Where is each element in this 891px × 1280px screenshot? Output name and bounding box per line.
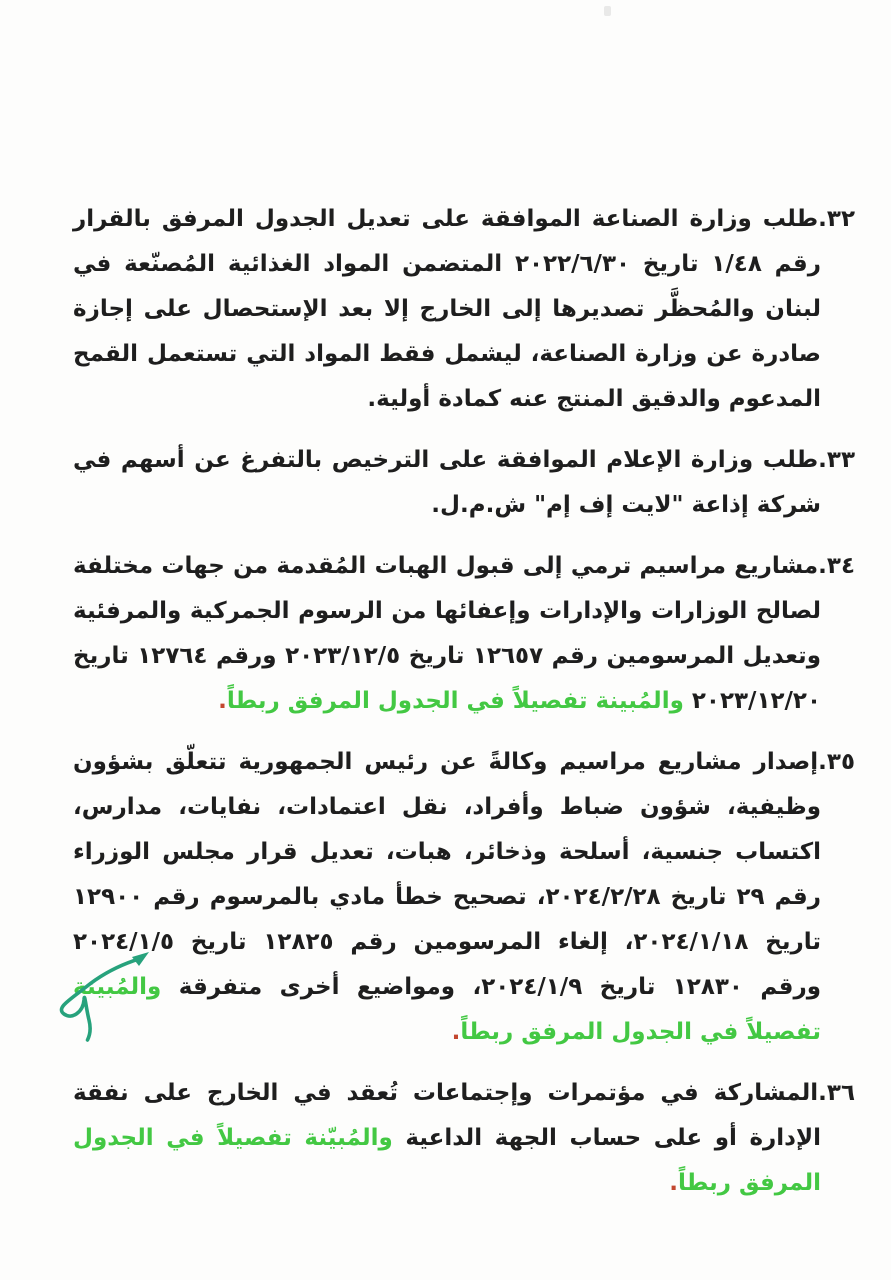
- scan-artifact: [604, 6, 611, 16]
- signature-mark: [50, 944, 162, 1044]
- list-item-33: [73, 438, 855, 528]
- signature-stroke: [61, 958, 142, 1040]
- item-period-red: .: [218, 688, 227, 714]
- item-period-red: .: [451, 1019, 461, 1045]
- item-number: ٣٦.: [818, 1080, 855, 1106]
- item-number: ٣٤.: [818, 553, 855, 579]
- list-item-34: [73, 544, 855, 724]
- signature-arrowhead: [132, 952, 149, 966]
- list-item-35: [73, 740, 855, 1055]
- item-number: ٣٢.: [818, 206, 855, 232]
- list-item-36: [73, 1071, 855, 1206]
- agenda-items-list: [73, 197, 855, 1222]
- list-item-32: [73, 197, 855, 422]
- item-text: المشاركة في مؤتمرات وإجتماعات تُعقد في الخارج على نفقة الإدارة أو على حساب الجهة الداعية: [73, 1080, 821, 1151]
- item-text: طلب وزارة الإعلام الموافقة على الترخيص بالتفرغ عن أسهم في شركة إذاعة "لايت إف إم" ش.م.ل.: [73, 447, 821, 518]
- item-highlight-green: والمُبينة تفصيلاً في الجدول المرفق ربطاً: [73, 974, 821, 1045]
- item-text: طلب وزارة الصناعة الموافقة على تعديل الجدول المرفق بالقرار رقم ١/٤٨ تاريخ ٢٠٢٢/٦/٣٠ المتضمن المواد الغذائية المُصنّعة في لبنان والمُحظَّر تصديرها إلى الخارج إلا بعد الإستحصال على إجازة صادرة عن وزارة الصناعة، ليشمل فقط المواد التي تستعمل القمح المدعوم والدقيق المنتج عنه كمادة أولية.: [73, 206, 821, 412]
- item-text: إصدار مشاريع مراسيم وكالةً عن رئيس الجمهورية تتعلّق بشؤون وظيفية، شؤون ضباط وأفراد، نقل اعتمادات، نفايات، مدارس، اكتساب جنسية، أسلحة وذخائر، هبات، تعديل قرار مجلس الوزراء رقم ٢٩ تاريخ ٢٠٢٤/٢/٢٨، تصحيح خطأ مادي بالمرسوم رقم ١٢٩٠٠ تاريخ ٢٠٢٤/١/١٨، إلغاء المرسومين رقم ١٢٨٢٥ تاريخ ٢٠٢٤/١/٥ ورقم ١٢٨٣٠ تاريخ ٢٠٢٤/١/٩، ومواضيع أخرى متفرقة: [73, 749, 821, 1000]
- item-text: مشاريع مراسيم ترمي إلى قبول الهبات المُقدمة من جهات مختلفة لصالح الوزارات والإدارات وإعفائها من الرسوم الجمركية والمرفئية وتعديل المرسومين رقم ١٢٦٥٧ تاريخ ٢٠٢٣/١٢/٥ ورقم ١٢٧٦٤ تاريخ ٢٠٢٣/١٢/٢٠: [73, 553, 821, 714]
- item-highlight-green: والمُبينة تفصيلاً في الجدول المرفق ربطاً: [226, 688, 692, 714]
- item-number: ٣٣.: [818, 447, 855, 473]
- item-highlight-green: والمُبيّنة تفصيلاً في الجدول المرفق ربطاً: [73, 1125, 821, 1196]
- item-period-red: .: [669, 1170, 679, 1196]
- item-number: ٣٥.: [818, 749, 855, 775]
